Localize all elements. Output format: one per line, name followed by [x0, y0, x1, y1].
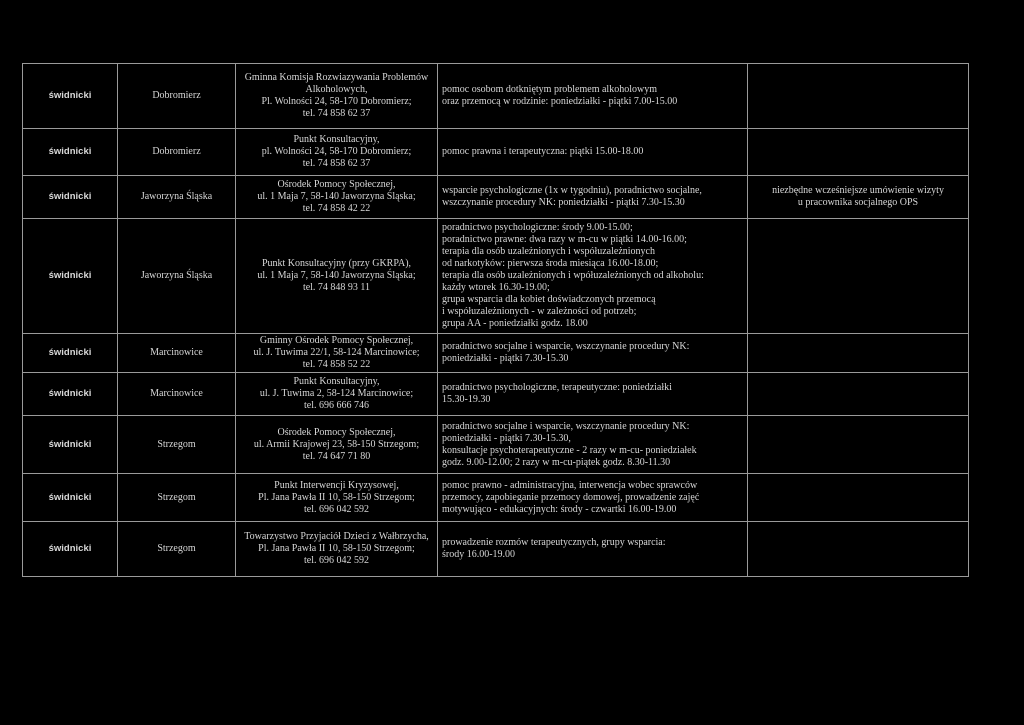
institution-line: Punkt Interwencji Kryzysowej, — [274, 479, 399, 491]
institution-line: Punkt Konsultacyjny (przy GKRPA), — [261, 258, 412, 269]
notes-cell — [748, 522, 969, 577]
description-cell — [438, 373, 748, 416]
institution-line: Towarzystwo Przyjaciół Dzieci z Wałbrzycha, — [244, 531, 429, 542]
description-line: i współuzależnionych - w zależności od potrzeb; — [442, 306, 637, 317]
table-row — [23, 219, 969, 334]
institution-line: Punkt Konsultacyjny, — [293, 134, 380, 145]
institution-line: Pl. Jana Pawła II 10, 58-150 Strzegom; — [258, 491, 415, 503]
municipality-cell: Dobromierz — [118, 129, 236, 176]
table-row — [23, 373, 969, 416]
description-cell — [438, 334, 748, 373]
institution-line: Ośrodek Pomocy Społecznej, — [277, 179, 396, 190]
institution-line: Pl. Jana Pawła II 10, 58-150 Strzegom; — [258, 543, 415, 554]
institution-cell — [236, 416, 438, 474]
institution-line: Gminna Komisja Rozwiazywania Problemów — [244, 72, 429, 83]
institution-cell — [236, 129, 438, 176]
description-cell — [438, 474, 748, 522]
institution-line: ul. Armii Krajowej 23, 58-150 Strzegom; — [253, 438, 420, 450]
county-cell: świdnicki — [23, 416, 118, 474]
institution-line: tel. 74 647 71 80 — [302, 450, 371, 462]
table-row — [23, 176, 969, 219]
institution-line: ul. J. Tuwima 22/1, 58-124 Marcinowice; — [253, 347, 420, 358]
county-cell: świdnicki — [23, 474, 118, 522]
municipality-cell: Dobromierz — [118, 64, 236, 129]
description-line: pomoc prawna i terapeutyczna: piątki 15.00-18.00 — [442, 146, 644, 157]
table-row — [23, 334, 969, 373]
municipality-cell: Strzegom — [118, 416, 236, 474]
table-row — [23, 64, 969, 129]
table-row — [23, 474, 969, 522]
description-line: wszczynanie procedury NK: poniedziałki - piątki 7.30-15.30 — [442, 197, 685, 208]
description-line: poradnictwo socjalne i wsparcie, wszczynanie procedury NK: — [442, 420, 690, 432]
institution-cell — [236, 64, 438, 129]
institution-line: Pl. Wolności 24, 58-170 Dobromierz; — [261, 96, 412, 107]
institution-line: tel. 74 858 52 22 — [302, 359, 371, 370]
notes-cell — [748, 416, 969, 474]
table-body — [23, 64, 969, 577]
description-line: środy 16.00-19.00 — [442, 549, 516, 560]
institution-line: Ośrodek Pomocy Społecznej, — [277, 426, 396, 438]
description-cell — [438, 129, 748, 176]
description-line: pomoc prawno - administracyjna, interwencja wobec sprawców — [442, 479, 698, 491]
description-line: poradnictwo prawne: dwa razy w m-cu w piątki 14.00-16.00; — [442, 234, 687, 245]
county-cell: świdnicki — [23, 334, 118, 373]
description-line: od narkotyków: pierwsza środa miesiąca 16.00-18.00; — [442, 258, 659, 269]
description-cell — [438, 219, 748, 334]
institution-line: tel. 74 858 62 37 — [302, 158, 371, 169]
institution-line: tel. 74 858 42 22 — [302, 203, 371, 214]
description-line: przemocy, zapobieganie przemocy domowej, prowadzenie zajęć — [442, 491, 700, 503]
description-line: prowadzenie rozmów terapeutycznych, grupy wsparcia: — [442, 537, 666, 548]
description-line: poradnictwo psychologiczne, terapeutyczne: poniedziałki — [442, 382, 672, 393]
notes-cell — [748, 129, 969, 176]
institution-cell — [236, 176, 438, 219]
description-cell — [438, 522, 748, 577]
description-line: poradnictwo socjalne i wsparcie, wszczynanie procedury NK: — [442, 341, 690, 352]
county-cell: świdnicki — [23, 64, 118, 129]
description-cell — [438, 416, 748, 474]
institution-cell — [236, 522, 438, 577]
municipality-cell: Jaworzyna Śląska — [118, 176, 236, 219]
institution-line: Punkt Konsultacyjny, — [293, 376, 380, 387]
municipality-cell: Jaworzyna Śląska — [118, 219, 236, 334]
institution-cell — [236, 334, 438, 373]
institution-cell — [236, 373, 438, 416]
institution-line: ul. J. Tuwima 2, 58-124 Marcinowice; — [259, 388, 414, 399]
institution-line: tel. 696 042 592 — [304, 503, 369, 515]
municipality-cell: Strzegom — [118, 522, 236, 577]
institution-line: tel. 696 042 592 — [304, 555, 369, 566]
description-line: poniedziałki - piątki 7.30-15.30 — [442, 353, 569, 364]
description-line: poniedziałki - piątki 7.30-15.30, — [442, 432, 571, 444]
description-line: 15.30-19.30 — [442, 394, 491, 405]
county-cell: świdnicki — [23, 219, 118, 334]
notes-line: u pracownika socjalnego OPS — [797, 197, 919, 208]
institution-line: tel. 74 858 62 37 — [302, 108, 371, 119]
description-line: terapia dla osób uzależnionych i wpółuzależnionych od alkoholu: — [442, 270, 704, 281]
institution-cell — [236, 474, 438, 522]
county-cell: świdnicki — [23, 522, 118, 577]
help-points-table — [22, 63, 969, 577]
description-line: wsparcie psychologiczne (1x w tygodniu), poradnictwo socjalne, — [442, 185, 702, 196]
institution-line: tel. 74 848 93 11 — [302, 282, 371, 293]
description-line: terapia dla osób uzależnionych i współuzależnionych — [442, 246, 655, 257]
description-cell — [438, 176, 748, 219]
notes-cell — [748, 373, 969, 416]
table-row — [23, 522, 969, 577]
county-cell: świdnicki — [23, 373, 118, 416]
notes-cell — [748, 334, 969, 373]
county-cell: świdnicki — [23, 129, 118, 176]
municipality-cell: Marcinowice — [118, 334, 236, 373]
institution-line: Gminny Ośrodek Pomocy Społecznej, — [259, 335, 414, 346]
table-row — [23, 416, 969, 474]
notes-cell — [748, 474, 969, 522]
institution-line: tel. 696 666 746 — [304, 400, 369, 411]
notes-cell — [748, 176, 969, 219]
institution-cell — [236, 219, 438, 334]
municipality-cell: Marcinowice — [118, 373, 236, 416]
municipality-cell: Strzegom — [118, 474, 236, 522]
institution-line: ul. 1 Maja 7, 58-140 Jaworzyna Śląska; — [257, 270, 416, 281]
description-line: każdy wtorek 16.30-19.00; — [442, 282, 550, 293]
description-cell — [438, 64, 748, 129]
institution-line: Alkoholowych, — [305, 84, 368, 95]
table-row — [23, 129, 969, 176]
institution-line: pl. Wolności 24, 58-170 Dobromierz; — [261, 146, 412, 157]
county-cell: świdnicki — [23, 176, 118, 219]
description-line: oraz przemocą w rodzinie: poniedziałki - piątki 7.00-15.00 — [442, 96, 678, 107]
description-line: motywująco - edukacyjnych: środy - czwartki 16.00-19.00 — [442, 503, 677, 515]
description-line: konsultacje psychoterapeutyczne - 2 razy w m-cu- poniedziałek — [442, 444, 697, 456]
notes-cell — [748, 64, 969, 129]
description-line: grupa AA - poniedziałki godz. 18.00 — [442, 318, 588, 329]
institution-line: ul. 1 Maja 7, 58-140 Jaworzyna Śląska; — [257, 191, 416, 202]
description-line: grupa wsparcia dla kobiet doświadczonych przemocą — [442, 294, 656, 305]
description-line: poradnictwo psychologiczne: środy 9.00-15.00; — [442, 222, 633, 233]
notes-cell — [748, 219, 969, 334]
description-line: pomoc osobom dotkniętym problemem alkoholowym — [442, 84, 657, 95]
description-line: godz. 9.00-12.00; 2 razy w m-cu-piątek godz. 8.30-11.30 — [442, 456, 671, 468]
notes-line: niezbędne wcześniejsze umówienie wizyty — [772, 185, 944, 196]
